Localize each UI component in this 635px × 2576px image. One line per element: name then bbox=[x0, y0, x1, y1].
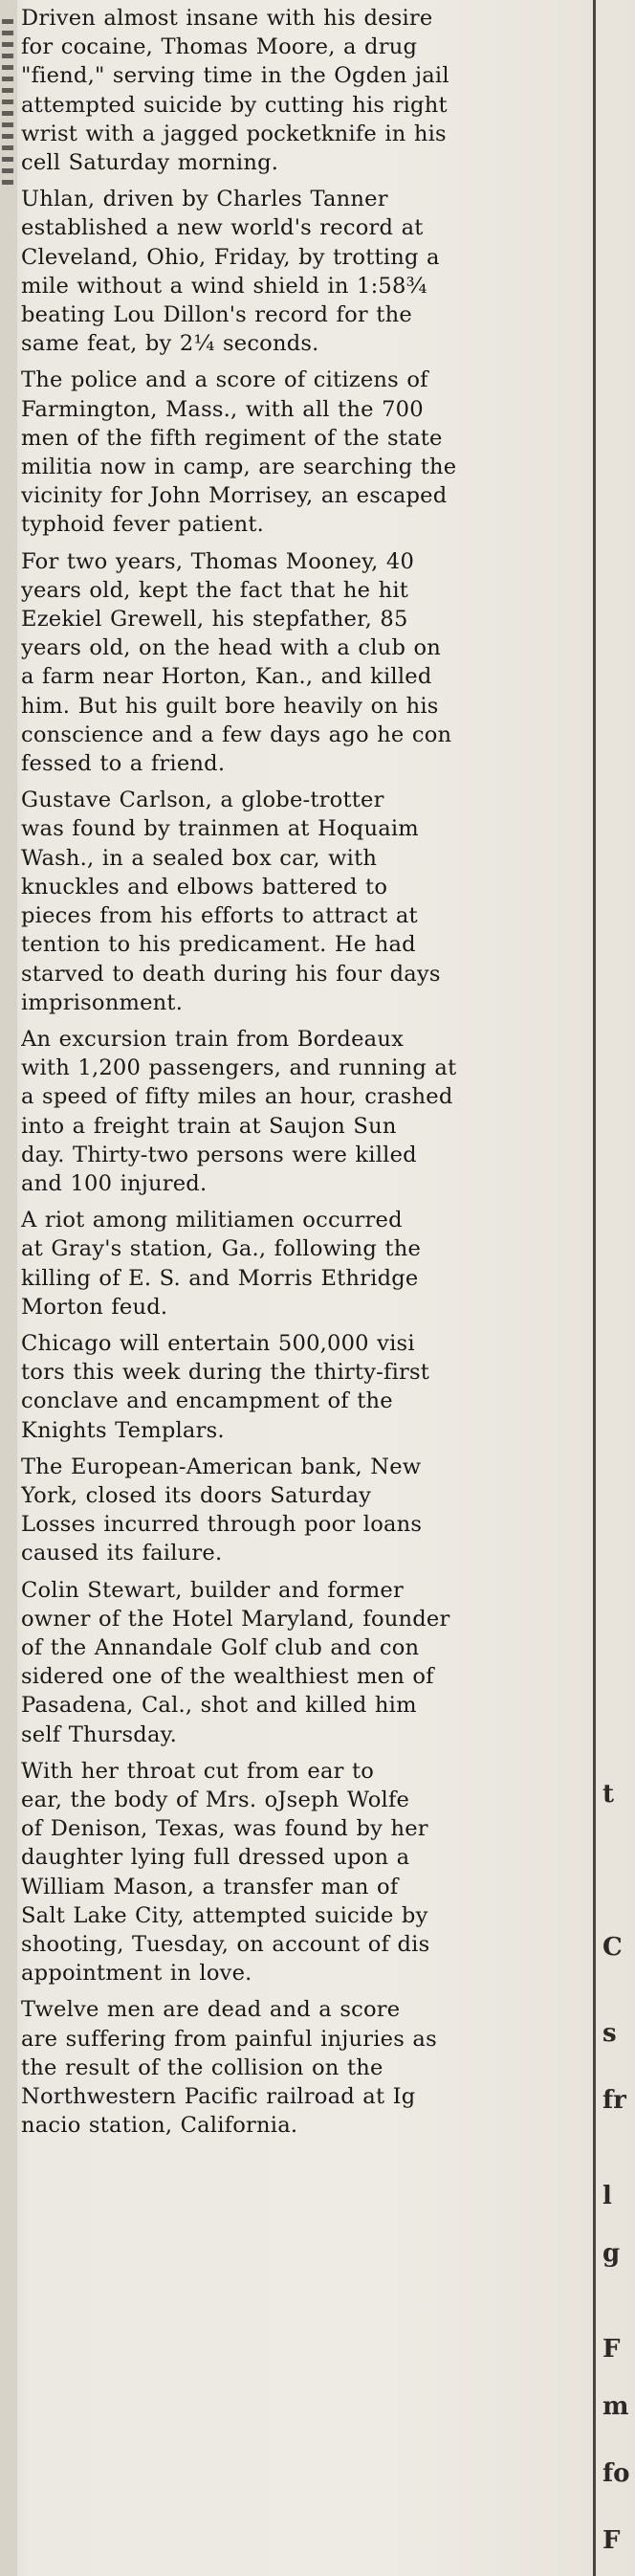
text-line: a speed of fifty miles an hour, crashed bbox=[21, 1084, 453, 1110]
paragraph-list bbox=[21, 4, 587, 2140]
left-margin bbox=[0, 0, 17, 2576]
text-line: daughter lying full dressed upon a bbox=[21, 1845, 410, 1871]
text-line: Farmington, Mass., with all the 700 bbox=[21, 396, 424, 422]
text-line: caused its failure. bbox=[21, 1541, 223, 1566]
text-line: self Thursday. bbox=[21, 1721, 177, 1747]
text-line: The European-American bank, New bbox=[21, 1454, 422, 1479]
text-line: wrist with a jagged pocketknife in his bbox=[21, 121, 447, 146]
text-line: An excursion train from Bordeaux bbox=[21, 1026, 405, 1052]
text-line: cell Saturday morning. bbox=[21, 150, 279, 176]
text-line: tention to his predicament. He had bbox=[21, 932, 416, 958]
text-line: Morton feud. bbox=[21, 1294, 168, 1320]
text-line: sidered one of the wealthiest men of bbox=[21, 1664, 434, 1690]
adjacent-column-fragment: F bbox=[602, 2335, 621, 2364]
text-line: Pasadena, Cal., shot and killed him bbox=[21, 1693, 417, 1719]
text-line: owner of the Hotel Maryland, founder bbox=[21, 1606, 450, 1632]
text-line: ear, the body of Mrs. oJseph Wolfe bbox=[21, 1787, 410, 1812]
text-line: Uhlan, driven by Charles Tanner bbox=[21, 187, 388, 212]
text-line: Ezekiel Grewell, his stepfather, 85 bbox=[21, 607, 408, 633]
text-line: York, closed its doors Saturday bbox=[21, 1482, 372, 1508]
text-line: same feat, by 2¼ seconds. bbox=[21, 331, 319, 357]
text-line: years old, kept the fact that he hit bbox=[21, 577, 409, 603]
text-line: For two years, Thomas Mooney, 40 bbox=[21, 548, 415, 574]
text-line: conscience and a few days ago he con bbox=[21, 722, 452, 747]
news-item bbox=[21, 1576, 587, 1749]
text-line: Wash., in a sealed box car, with bbox=[21, 845, 378, 871]
text-line: Gustave Carlson, a globe-trotter bbox=[21, 788, 384, 813]
news-item bbox=[21, 1995, 587, 2140]
column-rule bbox=[593, 0, 596, 2576]
text-line: A riot among militiamen occurred bbox=[21, 1208, 403, 1233]
text-line: The police and a score of citizens of bbox=[21, 367, 428, 393]
adjacent-column-fragment: F bbox=[602, 2526, 621, 2555]
text-line: Twelve men are dead and a score bbox=[21, 1997, 401, 2023]
adjacent-column-fragment: fo bbox=[602, 2459, 630, 2488]
text-line: fessed to a friend. bbox=[21, 751, 226, 777]
adjacent-column-fragment: C bbox=[602, 1933, 623, 1962]
adjacent-column-fragment: g bbox=[602, 2239, 621, 2268]
text-line: tors this week during the thirty-first bbox=[21, 1360, 430, 1386]
news-item bbox=[21, 1206, 587, 1321]
news-item bbox=[21, 786, 587, 1017]
text-line: conclave and encampment of the bbox=[21, 1388, 393, 1414]
text-line: Colin Stewart, builder and former bbox=[21, 1577, 404, 1603]
text-line: militia now in camp, are searching the bbox=[21, 455, 457, 480]
text-line: Northwestern Pacific railroad at Ig bbox=[21, 2084, 416, 2110]
text-line: day. Thirty-two persons were killed bbox=[21, 1142, 417, 1167]
text-line: and 100 injured. bbox=[21, 1170, 208, 1196]
text-line: the result of the collision on the bbox=[21, 2054, 383, 2080]
text-line: for cocaine, Thomas Moore, a drug bbox=[21, 34, 418, 60]
text-line: killing of E. S. and Morris Ethridge bbox=[21, 1265, 419, 1291]
news-item bbox=[21, 1757, 587, 1988]
text-line: knuckles and elbows battered to bbox=[21, 874, 388, 899]
text-line: Losses incurred through poor loans bbox=[21, 1512, 423, 1538]
text-line: William Mason, a transfer man of bbox=[21, 1874, 399, 1899]
text-line: are suffering from painful injuries as bbox=[21, 2026, 437, 2052]
text-line: years old, on the head with a club on bbox=[21, 635, 442, 661]
news-item bbox=[21, 1453, 587, 1568]
text-line: With her throat cut from ear to bbox=[21, 1758, 375, 1784]
text-line: with 1,200 passengers, and running at bbox=[21, 1055, 457, 1081]
text-line: a farm near Horton, Kan., and killed bbox=[21, 664, 432, 690]
text-line: imprisonment. bbox=[21, 989, 184, 1015]
text-line: "fiend," serving time in the Ogden jail bbox=[21, 63, 449, 89]
news-item bbox=[21, 366, 587, 539]
text-line: nacio station, California. bbox=[21, 2113, 298, 2139]
text-line: appointment in love. bbox=[21, 1961, 252, 1987]
text-line: of the Annandale Golf club and con bbox=[21, 1634, 420, 1660]
adjacent-column-fragment: s bbox=[602, 2019, 617, 2048]
text-line: attempted suicide by cutting his right bbox=[21, 92, 448, 118]
text-line: Salt Lake City, attempted suicide by bbox=[21, 1902, 428, 1928]
text-line: starved to death during his four days bbox=[21, 961, 441, 987]
adjacent-column-fragment: t bbox=[602, 1780, 615, 1809]
text-line: established a new world's record at bbox=[21, 215, 424, 241]
text-line: Driven almost insane with his desire bbox=[21, 6, 433, 31]
text-line: him. But his guilt bore heavily on his bbox=[21, 693, 439, 719]
adjacent-column-fragment: fr bbox=[602, 2086, 626, 2115]
text-line: typhoid fever patient. bbox=[21, 512, 265, 538]
text-line: beating Lou Dillon's record for the bbox=[21, 302, 412, 328]
binding-marks bbox=[2, 19, 13, 191]
news-item bbox=[21, 1025, 587, 1198]
text-line: Chicago will entertain 500,000 visi bbox=[21, 1330, 415, 1356]
news-item bbox=[21, 4, 587, 177]
adjacent-column-fragment: l bbox=[602, 2182, 612, 2210]
text-line: mile without a wind shield in 1:58¾ bbox=[21, 273, 427, 299]
text-line: of Denison, Texas, was found by her bbox=[21, 1816, 428, 1842]
text-line: Cleveland, Ohio, Friday, by trotting a bbox=[21, 244, 440, 270]
adjacent-column-fragment: m bbox=[602, 2392, 629, 2421]
text-line: men of the fifth regiment of the state bbox=[21, 425, 443, 451]
news-item bbox=[21, 185, 587, 358]
news-item bbox=[21, 1329, 587, 1445]
text-line: pieces from his efforts to attract at bbox=[21, 903, 418, 929]
text-line: into a freight train at Saujon Sun bbox=[21, 1113, 397, 1139]
news-item bbox=[21, 547, 587, 779]
text-line: at Gray's station, Ga., following the bbox=[21, 1236, 422, 1262]
text-line: vicinity for John Morrisey, an escaped bbox=[21, 483, 448, 509]
news-column bbox=[21, 4, 587, 2568]
text-line: was found by trainmen at Hoquaim bbox=[21, 816, 419, 842]
text-line: shooting, Tuesday, on account of dis bbox=[21, 1932, 430, 1957]
text-line: Knights Templars. bbox=[21, 1417, 225, 1443]
